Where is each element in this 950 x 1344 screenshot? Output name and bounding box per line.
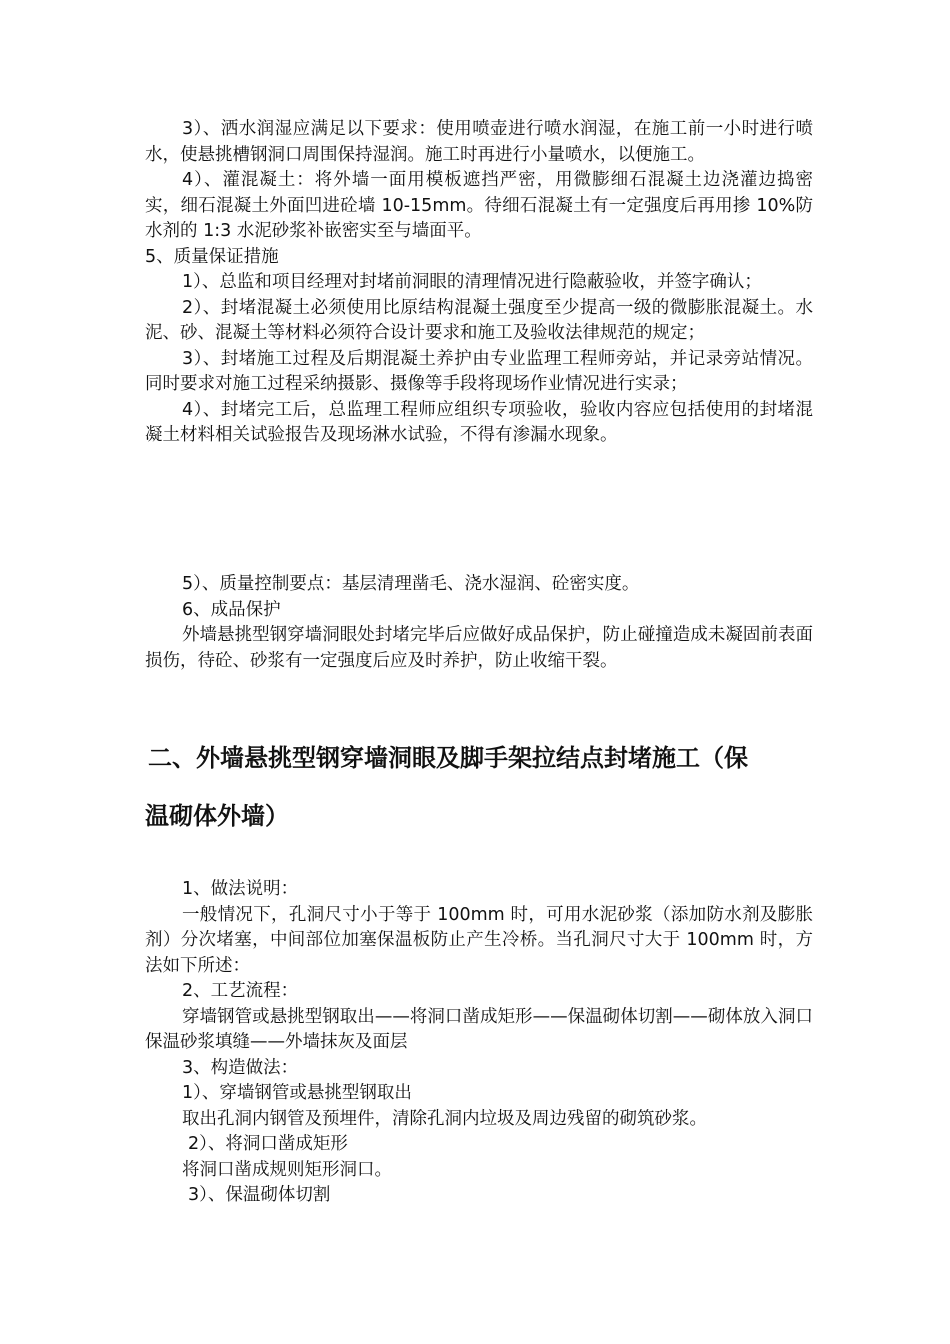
- section-2-heading: [148, 743, 818, 773]
- heading-method-description: 1、做法说明：: [182, 879, 299, 899]
- paragraph-process-flow: 穿墙钢管或悬挑型钢取出——将洞口凿成矩形——保温砌体切割——砌体放入洞口保温砂浆填缝——外墙抹灰及面层: [145, 1006, 813, 1052]
- heading-quality-assurance: 5、质量保证措施: [145, 246, 279, 267]
- paragraph-pour-concrete: 4）、灌混凝土：将外墙一面用模板遮挡严密，用微膨细石混凝土边浇灌边捣密实，细石混凝土外面凹进砼墙 10-15mm。待细石混凝土有一定强度后再用掺 10%防水剂的 1:3 水泥砂浆补嵌密实至与墙面平。: [145, 170, 813, 241]
- heading-process-flow: 2、工艺流程：: [182, 981, 299, 1001]
- section-construction-steps: [145, 117, 813, 449]
- section-2-heading-cont: [145, 801, 813, 831]
- step-1-text: 取出孔洞内钢管及预埋件，清除孔洞内垃圾及周边残留的砌筑砂浆。: [182, 1108, 707, 1129]
- paragraph-qa-item-3: 3）、封堵施工过程及后期混凝土养护由专业监理工程师旁站，并记录旁站情况。同时要求对施工过程采纳摄影、摄像等手段将现场作业情况进行实录；: [145, 348, 813, 394]
- step-1-title: 1）、穿墙钢管或悬挑型钢取出: [182, 1083, 412, 1103]
- paragraph-qa-item-1: 1）、总监和项目经理对封堵前洞眼的清理情况进行隐蔽验收，并签字确认；: [182, 272, 762, 292]
- paragraph-quality-control-points: 5）、质量控制要点：基层清理凿毛、浇水湿润、砼密实度。: [182, 574, 640, 594]
- step-2-title: 2）、将洞口凿成矩形: [188, 1134, 348, 1154]
- paragraph-method-description: 一般情况下，孔洞尺寸小于等于 100mm 时，可用水泥砂浆（添加防水剂及膨胀剂）分次堵塞，中间部位加塞保温板防止产生冷桥。当孔洞尺寸大于 100mm 时，方法如下所述：: [145, 904, 813, 976]
- heading-product-protection: 6、成品保护: [182, 599, 281, 620]
- paragraph-water-wetting: 3）、洒水润湿应满足以下要求：使用喷壶进行喷水润湿，在施工前一小时进行喷水，使悬挑槽钢洞口周围保持湿润。施工时再进行小量喷水，以便施工。: [145, 119, 813, 165]
- section-quality-control: [145, 572, 813, 674]
- heading-construction-method: 3、构造做法：: [182, 1057, 299, 1078]
- step-3-title: 3）、保温砌体切割: [188, 1185, 331, 1205]
- paragraph-product-protection: 外墙悬挑型钢穿墙洞眼处封堵完毕后应做好成品保护，防止碰撞造成未凝固前表面损伤，待砼、砂浆有一定强度后应及时养护，防止收缩干裂。: [145, 625, 813, 671]
- section-2-heading-line-2: 温砌体外墙）: [145, 802, 289, 830]
- section-2-body: [145, 877, 813, 1209]
- step-2-text: 将洞口凿成规则矩形洞口。: [182, 1159, 392, 1180]
- section-2-heading-line-1: 二、外墙悬挑型钢穿墙洞眼及脚手架拉结点封堵施工（保: [148, 744, 748, 772]
- paragraph-qa-item-2: 2）、封堵混凝土必须使用比原结构混凝土强度至少提高一级的微膨胀混凝土。水泥、砂、混凝土等材料必须符合设计要求和施工及验收法律规范的规定；: [145, 297, 813, 343]
- paragraph-qa-item-4: 4）、封堵完工后，总监理工程师应组织专项验收，验收内容应包括使用的封堵混凝土材料相关试验报告及现场淋水试验，不得有渗漏水现象。: [145, 399, 813, 445]
